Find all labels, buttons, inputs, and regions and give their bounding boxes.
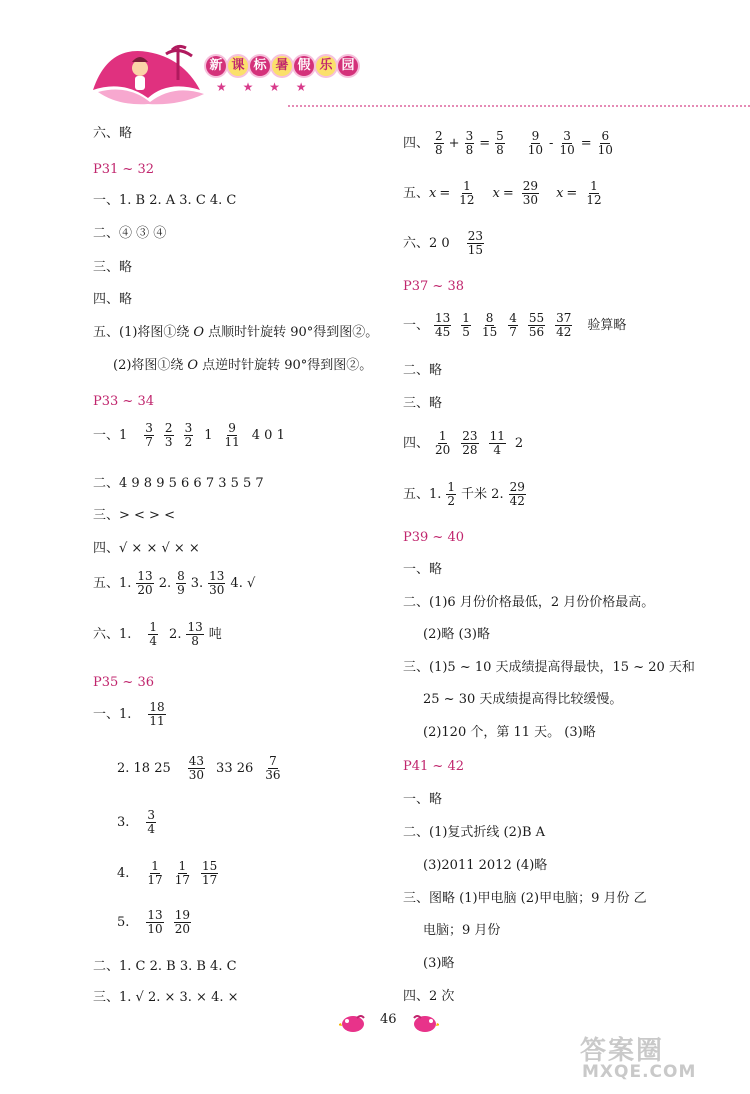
answer-line: (3)2011 2012 (4)略 xyxy=(423,858,548,873)
fraction: $\frac{7}{36}$ xyxy=(265,754,281,782)
fraction: $\frac{29}{30}$ xyxy=(522,179,539,207)
answer-line: 二、(1)复式折线 (2)B A xyxy=(403,825,546,840)
watermark: 答案圈 MXQE.COM xyxy=(580,1036,697,1082)
brand-char: 园 xyxy=(338,56,358,76)
fraction: $\frac{1}{2}$ xyxy=(447,480,456,508)
answer-line-fractions: 四、 $\frac{2}{8}$ + $\frac{3}{8}$ = $\frac{5}{8}$ $\frac{9}{10}$ - $\frac{3}{10}$ = $\frac{6}{10}$ xyxy=(403,129,613,157)
fraction: $\frac{19}{20}$ xyxy=(174,908,190,936)
page-number: 46 xyxy=(380,1012,397,1027)
fraction: $\frac{1}{17}$ xyxy=(147,859,163,887)
fraction: $\frac{13}{30}$ xyxy=(209,569,225,597)
brand-char: 假 xyxy=(294,56,314,76)
answer-line-fractions: 2. 18 25 $\frac{43}{30}$ 33 26 $\frac{7}{36}$ xyxy=(117,754,281,782)
page-header xyxy=(88,40,708,110)
fraction: $\frac{3}{4}$ xyxy=(147,808,156,836)
answer-line: 二、1. C 2. B 3. B 4. C xyxy=(93,959,237,974)
fraction: $\frac{3}{7}$ xyxy=(145,421,153,449)
fraction: $\frac{13}{8}$ xyxy=(187,620,203,648)
answer-line-fractions: 4. $\frac{1}{17}$ $\frac{1}{17}$ $\frac{15}{17}$ xyxy=(117,859,218,887)
fraction: $\frac{1}{17}$ xyxy=(174,859,190,887)
brand-char: 乐 xyxy=(316,56,336,76)
answer-line: 三、图略 (1)甲电脑 (2)甲电脑；9 月份 乙 xyxy=(403,891,647,906)
brand-title xyxy=(206,56,360,76)
answer-line-fractions: 一、 $\frac{13}{45}$ $\frac{1}{5}$ $\frac{8}{15}$ $\frac{4}{7}$ $\frac{55}{56}$ $\frac{37}{42}$ 验算略 xyxy=(403,311,627,339)
answer-line: 四、2 次 xyxy=(403,989,455,1004)
beach-girl-logo-icon xyxy=(88,40,208,106)
fraction: $\frac{43}{30}$ xyxy=(188,754,205,782)
answer-line: 三、(1)5 ~ 10 天成绩提高得最快，15 ~ 20 天和 xyxy=(403,660,695,675)
fraction: $\frac{2}{3}$ xyxy=(164,421,173,449)
fraction: $\frac{1}{20}$ xyxy=(435,429,451,457)
answer-line: 二、略 xyxy=(403,363,443,378)
fraction: $\frac{11}{4}$ xyxy=(489,429,505,457)
fraction: $\frac{37}{42}$ xyxy=(556,311,572,339)
page-range-heading: P39 ~ 40 xyxy=(403,530,464,545)
answer-line-fractions: 一、1. $\frac{18}{11}$ xyxy=(93,700,165,728)
answer-line: 四、略 xyxy=(93,292,133,307)
answer-line: 25 ~ 30 天成绩提高得比较缓慢。 xyxy=(423,692,623,707)
page-range-heading: P41 ~ 42 xyxy=(403,759,464,774)
fraction: $\frac{1}{5}$ xyxy=(462,311,470,339)
answer-line: 四、√ × × √ × × xyxy=(93,541,200,556)
pink-bird-icon xyxy=(413,1012,439,1034)
answer-line: 三、> < > < xyxy=(93,508,175,523)
answer-line: 二、④ ③ ④ xyxy=(93,226,167,241)
answer-line-fractions: 一、1 $\frac{3}{7}$ $\frac{2}{3}$ $\frac{3}{2}$ 1 $\frac{9}{11}$ 4 0 1 xyxy=(93,421,285,449)
fraction: $\frac{23}{28}$ xyxy=(462,429,478,457)
answer-line-fractions: 六、1. $\frac{1}{4}$ 2. $\frac{13}{8}$ 吨 xyxy=(93,620,222,648)
fraction: $\frac{1}{12}$ xyxy=(586,179,602,207)
fraction: $\frac{18}{11}$ xyxy=(149,700,165,728)
answer-line-fractions: 5. $\frac{13}{10}$ $\frac{19}{20}$ xyxy=(117,908,190,936)
page-range-heading: P33 ~ 34 xyxy=(93,394,154,409)
answer-line: 一、1. B 2. A 3. C 4. C xyxy=(93,193,237,208)
fraction: $\frac{3}{2}$ xyxy=(184,421,193,449)
fraction: $\frac{1}{4}$ xyxy=(149,620,158,648)
brand-char: 暑 xyxy=(272,56,292,76)
decorative-stars-icon: ★ ★ ★ ★ xyxy=(216,80,313,94)
answer-line: 二、4 9 8 9 5 6 6 7 3 5 5 7 xyxy=(93,476,264,491)
fraction: $\frac{15}{17}$ xyxy=(201,859,218,887)
answer-line: 一、略 xyxy=(403,792,443,807)
fraction: $\frac{1}{12}$ xyxy=(459,179,475,207)
answer-line: (2)120 个，第 11 天。 (3)略 xyxy=(423,725,596,740)
page-range-heading: P31 ~ 32 xyxy=(93,162,154,177)
page-footer xyxy=(335,1008,445,1042)
brand-char: 标 xyxy=(250,56,270,76)
answer-line-fractions: 四、 $\frac{1}{20}$ $\frac{23}{28}$ $\frac{11}{4}$ 2 xyxy=(403,429,524,457)
fraction: $\frac{55}{56}$ xyxy=(528,311,545,339)
fraction: $\frac{8}{15}$ xyxy=(481,311,498,339)
brand-char: 新 xyxy=(206,56,226,76)
header-divider xyxy=(288,105,750,107)
answer-line-fractions: 3. $\frac{3}{4}$ xyxy=(117,808,156,836)
fraction: $\frac{5}{8}$ xyxy=(496,129,504,157)
fraction: $\frac{29}{42}$ xyxy=(509,480,525,508)
fraction: $\frac{8}{9}$ xyxy=(177,569,185,597)
fraction: $\frac{9}{10}$ xyxy=(527,129,544,157)
answer-line: 三、略 xyxy=(403,396,443,411)
fraction: $\frac{6}{10}$ xyxy=(597,129,613,157)
answer-line: 六、略 xyxy=(93,126,133,141)
fraction: $\frac{3}{10}$ xyxy=(559,129,575,157)
answer-line: 五、(1)将图①绕 O 点顺时针旋转 90°得到图②。 xyxy=(93,325,379,340)
answer-line: (2)将图①绕 O 点逆时针旋转 90°得到图②。 xyxy=(113,358,373,373)
answer-line: 三、1. √ 2. × 3. × 4. × xyxy=(93,990,239,1005)
answer-line: (3)略 xyxy=(423,956,455,971)
answer-line-fractions: 五、1. $\frac{1}{2}$ 千米 2. $\frac{29}{42}$ xyxy=(403,480,525,508)
page-range-heading: P37 ~ 38 xyxy=(403,279,464,294)
answer-line-fractions: 六、2 0 $\frac{23}{15}$ xyxy=(403,229,483,257)
answer-line-fractions: 五、1. $\frac{13}{20}$ 2. $\frac{8}{9}$ 3. $\frac{13}{30}$ 4. √ xyxy=(93,569,256,597)
answer-line: 电脑；9 月份 xyxy=(423,923,501,938)
fraction: $\frac{13}{45}$ xyxy=(435,311,451,339)
answer-line-fractions: 五、 x = $\frac{1}{12}$ x = $\frac{29}{30}$ x = $\frac{1}{12}$ xyxy=(403,179,602,207)
fraction: $\frac{13}{10}$ xyxy=(147,908,163,936)
answer-line: 一、略 xyxy=(403,562,443,577)
pink-bird-icon xyxy=(339,1012,365,1034)
answer-line: 二、(1)6 月份价格最低，2 月份价格最高。 xyxy=(403,595,655,610)
brand-char: 课 xyxy=(228,56,248,76)
fraction: $\frac{4}{7}$ xyxy=(509,311,517,339)
answer-line: 三、略 xyxy=(93,260,133,275)
fraction: $\frac{13}{20}$ xyxy=(137,569,153,597)
answer-line: (2)略 (3)略 xyxy=(423,627,490,642)
fraction: $\frac{23}{15}$ xyxy=(467,229,483,257)
fraction: $\frac{9}{11}$ xyxy=(224,421,240,449)
fraction: $\frac{3}{8}$ xyxy=(465,129,474,157)
fraction: $\frac{2}{8}$ xyxy=(435,129,443,157)
page-range-heading: P35 ~ 36 xyxy=(93,675,154,690)
